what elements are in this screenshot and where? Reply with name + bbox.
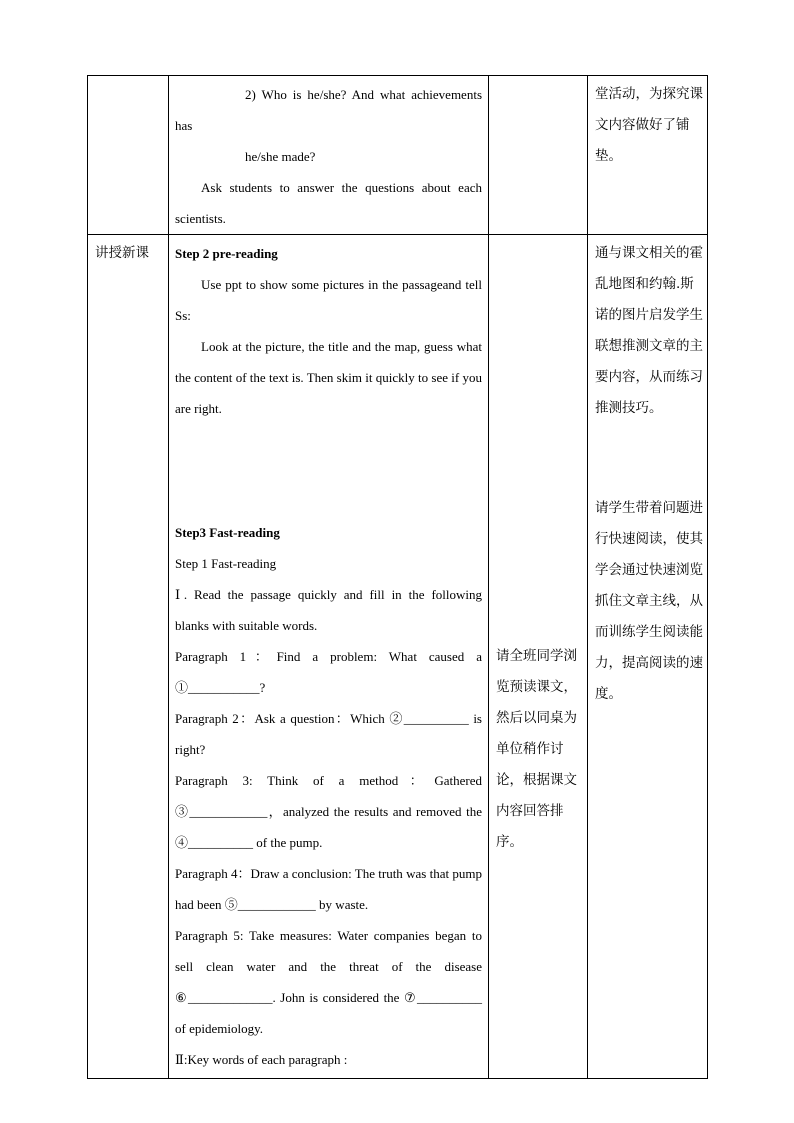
exercise-item: Paragraph 1：Find a problem: What caused a ①___________? [175,649,482,695]
question-item-cont: he/she made? [245,149,316,164]
stage-label: 讲授新课 [95,245,149,261]
design-intent-text: 请学生带着问题进行快速阅读，使其学会通过快速浏览抓住文章主线，从而训练学生阅读能力，提高阅读的速度。 [595,500,703,702]
exercise-instruction: Ⅰ. Read the passage quickly and fill in the following blanks with suitable words. [175,587,482,633]
step-title: Step3 Fast-reading [175,525,280,540]
step-title: Step 2 pre-reading [175,246,278,261]
lesson-plan-table [87,75,708,1079]
exercise-item: Paragraph 2：Ask a question：Which ②__________ is right? [175,711,482,757]
design-intent-text: 堂活动，为探究课文内容做好了铺垫。 [595,86,703,164]
teacher-activity-cell [169,235,489,1079]
design-intent-cell [588,235,708,1079]
design-intent-text: 通与课文相关的霍乱地图和约翰.斯诺的图片启发学生联想推测文章的主要内容，从而练习推测技巧。 [595,245,703,416]
teacher-activity-cell [169,76,489,235]
stage-cell [88,76,169,235]
exercise-instruction: Ⅱ:Key words of each paragraph : [175,1052,348,1067]
stage-cell [88,235,169,1079]
exercise-item: Paragraph 3: Think of a method：Gathered ③____________，analyzed the results and removed the ④__________ of the pump. [175,773,482,850]
paragraph-text: Look at the picture, the title and the map, guess what the content of the text is. Then skim it quickly to see if you are right. [175,339,482,416]
table-row [88,76,708,235]
student-activity-cell [489,235,588,1079]
exercise-item: Paragraph 5: Take measures: Water companies began to sell clean water and the threat of the disease ⑥_____________. John is considered the ⑦__________ of epidemiology. [175,928,482,1036]
student-activity-cell [489,76,588,235]
exercise-item: Paragraph 4：Draw a conclusion: The truth was that pump had been ⑤____________ by waste. [175,866,482,912]
step-subtitle: Step 1 Fast-reading [175,556,277,571]
paragraph-text: Use ppt to show some pictures in the passageand tell Ss: [175,277,482,323]
question-item: 2) Who is he/she? And what achievements has [175,87,482,133]
student-activity-text: 请全班同学浏览预读课文，然后以同桌为单位稍作讨论，根据课文内容回答排序。 [496,648,577,850]
instruction-text: Ask students to answer the questions about each scientists. [175,180,482,226]
table-row [88,235,708,1079]
spacer [175,424,482,517]
design-intent-cell [588,76,708,235]
